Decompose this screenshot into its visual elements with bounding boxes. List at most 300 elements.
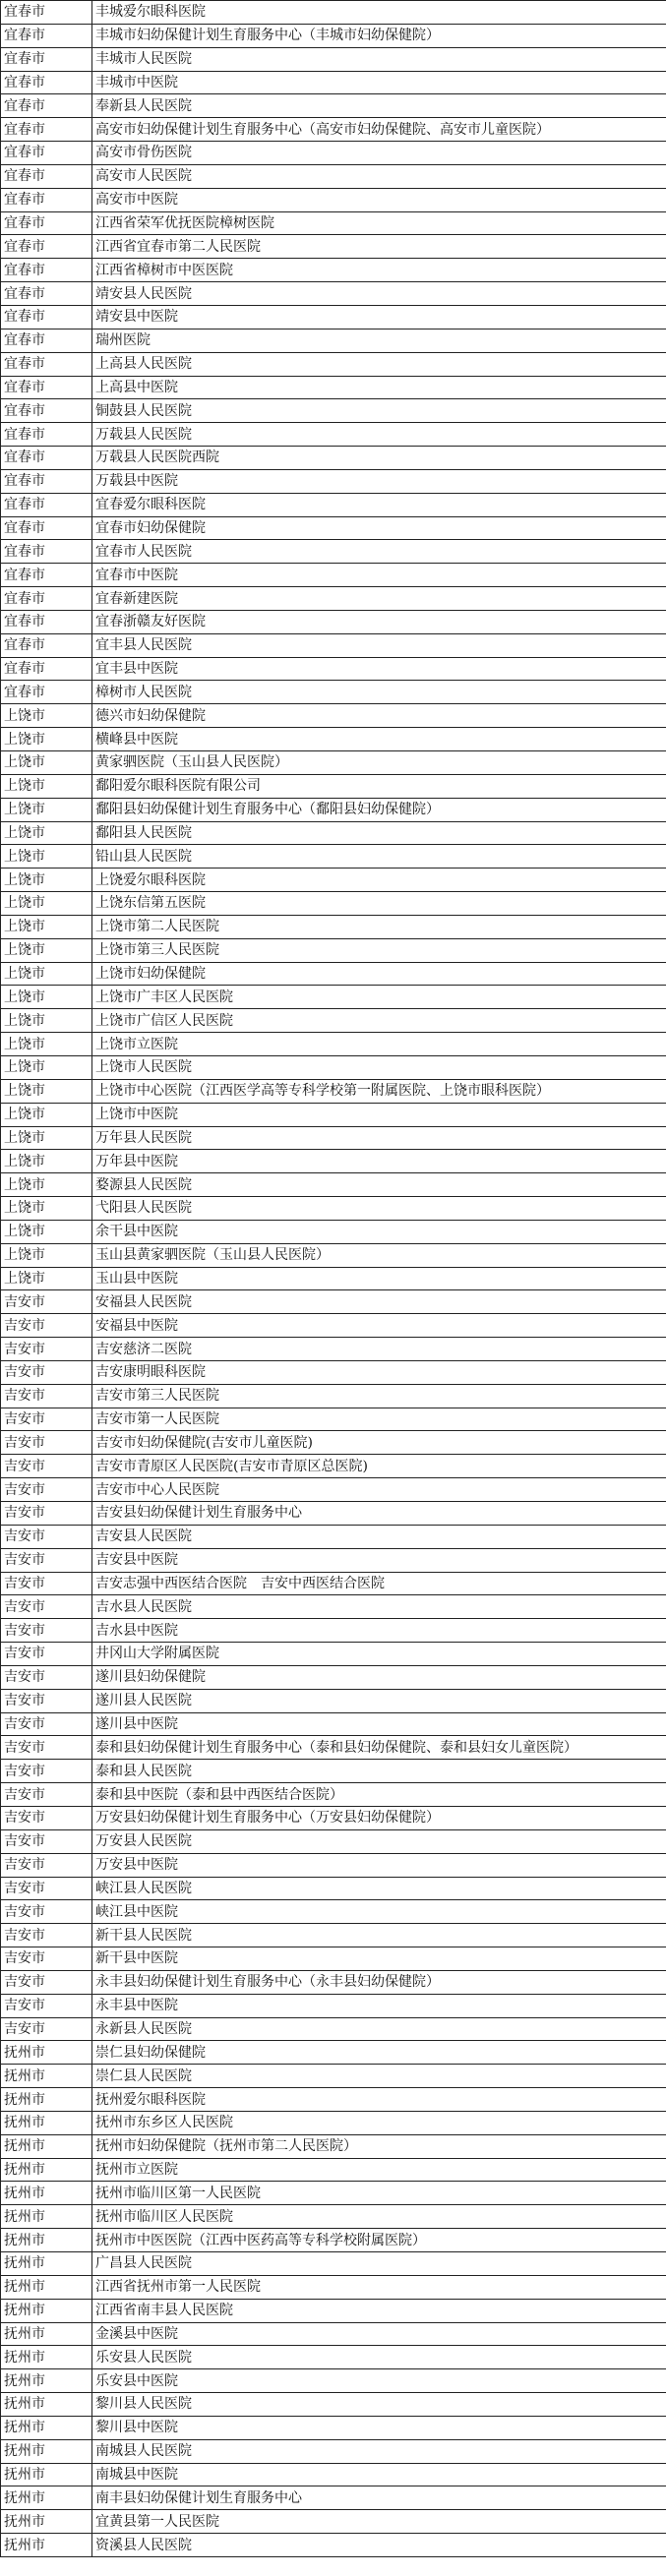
- table-row: [1, 2322, 666, 2346]
- city-cell: 上饶市: [1, 798, 92, 821]
- hospital-cell: 永新县人民医院: [92, 2017, 666, 2041]
- city-cell: 抚州市: [1, 2229, 92, 2252]
- hospital-cell: 吉安志强中西医结合医院 吉安中西医结合医院: [92, 1572, 666, 1595]
- city-cell: 抚州市: [1, 2299, 92, 2322]
- city-cell: 吉安市: [1, 1314, 92, 1338]
- table-row: [1, 1712, 666, 1736]
- hospital-cell: 宜丰县中医院: [92, 657, 666, 681]
- city-cell: 抚州市: [1, 2510, 92, 2534]
- city-cell: 上饶市: [1, 821, 92, 845]
- table-row: [1, 1665, 666, 1689]
- hospital-cell: 玉山县中医院: [92, 1267, 666, 1290]
- city-cell: 抚州市: [1, 2088, 92, 2112]
- city-cell: 上饶市: [1, 915, 92, 938]
- city-cell: 吉安市: [1, 1783, 92, 1807]
- hospital-cell: 吉安市第三人民医院: [92, 1384, 666, 1408]
- city-cell: 吉安市: [1, 1548, 92, 1572]
- table-row: [1, 2393, 666, 2417]
- hospital-cell: 江西省荣军优抚医院樟树医院: [92, 211, 666, 235]
- hospital-cell: 宜春浙赣友好医院: [92, 610, 666, 633]
- table-row: [1, 1572, 666, 1595]
- table-row: [1, 516, 666, 540]
- city-cell: 抚州市: [1, 2134, 92, 2158]
- city-cell: 上饶市: [1, 938, 92, 962]
- table-row: [1, 938, 666, 962]
- hospital-cell: 奉新县人民医院: [92, 94, 666, 118]
- table-row: [1, 2111, 666, 2134]
- table-row: [1, 2134, 666, 2158]
- table-row: [1, 1548, 666, 1572]
- table-row: [1, 2486, 666, 2510]
- table-row: [1, 447, 666, 470]
- hospital-cell: 宜春市妇幼保健院: [92, 516, 666, 540]
- hospital-cell: 上饶市中医院: [92, 1103, 666, 1126]
- hospital-cell: 万载县人民医院: [92, 423, 666, 447]
- table-row: [1, 1126, 666, 1150]
- table-row: [1, 1525, 666, 1548]
- hospital-cell: 吉水县人民医院: [92, 1595, 666, 1619]
- hospital-cell: 江西省樟树市中医医院: [92, 259, 666, 282]
- hospital-cell: 泰和县中医院（泰和县中西医结合医院）: [92, 1783, 666, 1807]
- city-cell: 抚州市: [1, 2346, 92, 2369]
- table-row: [1, 1478, 666, 1502]
- table-row: [1, 1924, 666, 1947]
- city-cell: 宜春市: [1, 352, 92, 376]
- table-row: [1, 423, 666, 447]
- hospital-cell: 宜春市人民医院: [92, 540, 666, 564]
- hospital-cell: 丰城市中医院: [92, 71, 666, 94]
- city-cell: 宜春市: [1, 329, 92, 352]
- table-row: [1, 1384, 666, 1408]
- table-row: [1, 2275, 666, 2299]
- city-cell: 吉安市: [1, 1712, 92, 1736]
- table-row: [1, 2205, 666, 2229]
- table-body: [1, 1, 666, 2557]
- city-cell: 宜春市: [1, 47, 92, 71]
- table-row: [1, 1408, 666, 1431]
- city-cell: 吉安市: [1, 1478, 92, 1502]
- table-row: [1, 1595, 666, 1619]
- hospital-cell: 新干县人民医院: [92, 1924, 666, 1947]
- city-cell: 宜春市: [1, 305, 92, 329]
- table-row: [1, 2252, 666, 2276]
- hospital-cell: 上饶爱尔眼科医院: [92, 869, 666, 892]
- city-cell: 宜春市: [1, 376, 92, 399]
- table-row: [1, 915, 666, 938]
- city-cell: 宜春市: [1, 94, 92, 118]
- city-cell: 吉安市: [1, 1877, 92, 1900]
- hospital-cell: 万安县中医院: [92, 1853, 666, 1877]
- hospital-cell: 南城县人民医院: [92, 2439, 666, 2463]
- city-cell: 抚州市: [1, 2439, 92, 2463]
- table-row: [1, 2346, 666, 2369]
- hospital-cell: 崇仁县妇幼保健院: [92, 2041, 666, 2065]
- hospital-cell: 上饶东信第五医院: [92, 892, 666, 916]
- city-cell: 上饶市: [1, 774, 92, 798]
- city-cell: 吉安市: [1, 1525, 92, 1548]
- city-cell: 宜春市: [1, 423, 92, 447]
- table-row: [1, 1455, 666, 1478]
- hospital-cell: 鄱阳县妇幼保健计划生育服务中心（鄱阳县妇幼保健院）: [92, 798, 666, 821]
- table-row: [1, 892, 666, 916]
- table-row: [1, 2158, 666, 2182]
- city-cell: 吉安市: [1, 1619, 92, 1643]
- hospital-cell: 上饶市第三人民医院: [92, 938, 666, 962]
- table-row: [1, 1970, 666, 1994]
- city-cell: 吉安市: [1, 1970, 92, 1994]
- city-cell: 上饶市: [1, 704, 92, 728]
- city-cell: 吉安市: [1, 1360, 92, 1384]
- table-row: [1, 728, 666, 751]
- city-cell: 宜春市: [1, 540, 92, 564]
- hospital-cell: 吉安县中医院: [92, 1548, 666, 1572]
- city-cell: 抚州市: [1, 2041, 92, 2065]
- city-cell: 吉安市: [1, 1829, 92, 1853]
- city-cell: 吉安市: [1, 1290, 92, 1314]
- hospital-cell: 泰和县妇幼保健计划生育服务中心（泰和县妇幼保健院、泰和县妇女儿童医院）: [92, 1736, 666, 1760]
- table-row: [1, 657, 666, 681]
- city-cell: 宜春市: [1, 164, 92, 188]
- city-cell: 宜春市: [1, 633, 92, 657]
- city-cell: 上饶市: [1, 1009, 92, 1033]
- table-row: [1, 24, 666, 47]
- hospital-cell: 安福县中医院: [92, 1314, 666, 1338]
- hospital-cell: 乐安县人民医院: [92, 2346, 666, 2369]
- city-cell: 宜春市: [1, 188, 92, 211]
- hospital-cell: 高安市妇幼保健计划生育服务中心（高安市妇幼保健院、高安市儿童医院）: [92, 118, 666, 142]
- hospital-cell: 靖安县中医院: [92, 305, 666, 329]
- city-cell: 宜春市: [1, 71, 92, 94]
- city-cell: 宜春市: [1, 610, 92, 633]
- hospital-cell: 高安市骨伤医院: [92, 142, 666, 165]
- city-cell: 抚州市: [1, 2252, 92, 2276]
- city-cell: 吉安市: [1, 1806, 92, 1829]
- hospital-cell: 高安市中医院: [92, 188, 666, 211]
- table-row: [1, 704, 666, 728]
- city-cell: 吉安市: [1, 1736, 92, 1760]
- city-cell: 抚州市: [1, 2275, 92, 2299]
- hospital-cell: 万年县人民医院: [92, 1126, 666, 1150]
- city-cell: 上饶市: [1, 986, 92, 1009]
- table-row: [1, 1267, 666, 1290]
- city-cell: 抚州市: [1, 2534, 92, 2557]
- hospital-cell: 抚州爱尔眼科医院: [92, 2088, 666, 2112]
- city-cell: 宜春市: [1, 118, 92, 142]
- hospital-cell: 上饶市立医院: [92, 1033, 666, 1056]
- table-row: [1, 1502, 666, 1526]
- table-row: [1, 1009, 666, 1033]
- hospital-cell: 吉安市中心人民医院: [92, 1478, 666, 1502]
- city-cell: 宜春市: [1, 681, 92, 704]
- table-row: [1, 1431, 666, 1455]
- hospital-cell: 德兴市妇幼保健院: [92, 704, 666, 728]
- hospital-cell: 吉安县妇幼保健计划生育服务中心: [92, 1502, 666, 1526]
- hospital-cell: 抚州市临川区第一人民医院: [92, 2182, 666, 2205]
- hospital-cell: 高安市人民医院: [92, 164, 666, 188]
- hospital-cell: 鄱阳爱尔眼科医院有限公司: [92, 774, 666, 798]
- hospital-cell: 安福县人民医院: [92, 1290, 666, 1314]
- city-cell: 吉安市: [1, 1689, 92, 1712]
- city-cell: 上饶市: [1, 1055, 92, 1079]
- table-row: [1, 235, 666, 259]
- table-row: [1, 1150, 666, 1173]
- table-row: [1, 821, 666, 845]
- hospital-cell: 婺源县人民医院: [92, 1173, 666, 1197]
- hospital-cell: 宜黄县第一人民医院: [92, 2510, 666, 2534]
- city-cell: 抚州市: [1, 2416, 92, 2439]
- city-cell: 吉安市: [1, 1572, 92, 1595]
- table-row: [1, 1947, 666, 1971]
- city-cell: 吉安市: [1, 1338, 92, 1361]
- table-row: [1, 142, 666, 165]
- hospital-cell: 万载县中医院: [92, 469, 666, 493]
- city-cell: 上饶市: [1, 1197, 92, 1221]
- table-row: [1, 1829, 666, 1853]
- city-cell: 抚州市: [1, 2486, 92, 2510]
- hospital-cell: 吉安市妇幼保健院(吉安市儿童医院): [92, 1431, 666, 1455]
- hospital-cell: 宜春市中医院: [92, 564, 666, 587]
- table-row: [1, 962, 666, 986]
- hospital-cell: 黎川县人民医院: [92, 2393, 666, 2417]
- hospital-cell: 江西省宜春市第二人民医院: [92, 235, 666, 259]
- hospital-cell: 新干县中医院: [92, 1947, 666, 1971]
- hospital-cell: 横峰县中医院: [92, 728, 666, 751]
- city-cell: 宜春市: [1, 211, 92, 235]
- table-row: [1, 2017, 666, 2041]
- city-cell: 宜春市: [1, 657, 92, 681]
- hospital-cell: 铜鼓县人民医院: [92, 399, 666, 423]
- hospital-cell: 瑞州医院: [92, 329, 666, 352]
- table-row: [1, 71, 666, 94]
- city-cell: 吉安市: [1, 1408, 92, 1431]
- hospital-cell: 万安县人民医院: [92, 1829, 666, 1853]
- city-cell: 抚州市: [1, 2369, 92, 2393]
- hospital-cell: 吉水县中医院: [92, 1619, 666, 1643]
- hospital-cell: 崇仁县人民医院: [92, 2065, 666, 2088]
- hospital-cell: 万安县妇幼保健计划生育服务中心（万安县妇幼保健院）: [92, 1806, 666, 1829]
- table-row: [1, 1243, 666, 1267]
- hospital-cell: 宜丰县人民医院: [92, 633, 666, 657]
- table-row: [1, 1033, 666, 1056]
- hospital-cell: 上饶市中心医院（江西医学高等专科学校第一附属医院、上饶市眼科医院）: [92, 1079, 666, 1103]
- table-row: [1, 1760, 666, 1783]
- hospital-cell: 丰城市人民医院: [92, 47, 666, 71]
- hospital-cell: 宜春爱尔眼科医院: [92, 493, 666, 516]
- city-cell: 吉安市: [1, 1924, 92, 1947]
- hospital-cell: 万年县中医院: [92, 1150, 666, 1173]
- city-cell: 吉安市: [1, 1455, 92, 1478]
- table-row: [1, 2299, 666, 2322]
- table-row: [1, 188, 666, 211]
- city-cell: 吉安市: [1, 1994, 92, 2017]
- hospital-cell: 上饶市广丰区人民医院: [92, 986, 666, 1009]
- hospital-cell: 靖安县人民医院: [92, 282, 666, 306]
- city-cell: 吉安市: [1, 1853, 92, 1877]
- table-row: [1, 1783, 666, 1807]
- table-row: [1, 2510, 666, 2534]
- table-row: [1, 211, 666, 235]
- city-cell: 上饶市: [1, 1126, 92, 1150]
- table-row: [1, 94, 666, 118]
- hospital-cell: 江西省抚州市第一人民医院: [92, 2275, 666, 2299]
- hospital-cell: 永丰县妇幼保健计划生育服务中心（永丰县妇幼保健院）: [92, 1970, 666, 1994]
- city-cell: 上饶市: [1, 1079, 92, 1103]
- city-cell: 上饶市: [1, 1243, 92, 1267]
- hospital-cell: 余干县中医院: [92, 1220, 666, 1243]
- hospital-cell: 上饶市人民医院: [92, 1055, 666, 1079]
- city-cell: 上饶市: [1, 1033, 92, 1056]
- table-row: [1, 2182, 666, 2205]
- city-cell: 宜春市: [1, 282, 92, 306]
- hospital-cell: 丰城爱尔眼科医院: [92, 1, 666, 25]
- table-row: [1, 1900, 666, 1924]
- table-row: [1, 118, 666, 142]
- table-row: [1, 2229, 666, 2252]
- city-cell: 吉安市: [1, 1643, 92, 1666]
- hospital-cell: 万载县人民医院西院: [92, 447, 666, 470]
- table-row: [1, 1619, 666, 1643]
- table-row: [1, 1197, 666, 1221]
- table-row: [1, 869, 666, 892]
- table-row: [1, 1360, 666, 1384]
- hospital-cell: 玉山县黄家驷医院（玉山县人民医院）: [92, 1243, 666, 1267]
- hospital-cell: 吉安市第一人民医院: [92, 1408, 666, 1431]
- city-cell: 上饶市: [1, 1267, 92, 1290]
- hospital-cell: 丰城市妇幼保健计划生育服务中心（丰城市妇幼保健院）: [92, 24, 666, 47]
- table-row: [1, 1643, 666, 1666]
- hospital-cell: 抚州市妇幼保健院（抚州市第二人民医院）: [92, 2134, 666, 2158]
- hospital-cell: 上高县中医院: [92, 376, 666, 399]
- table-row: [1, 282, 666, 306]
- table-row: [1, 2534, 666, 2557]
- city-cell: 上饶市: [1, 1150, 92, 1173]
- hospital-cell: 宜春新建医院: [92, 587, 666, 611]
- hospital-cell: 井冈山大学附属医院: [92, 1643, 666, 1666]
- city-cell: 宜春市: [1, 1, 92, 25]
- hospital-cell: 上饶市妇幼保健院: [92, 962, 666, 986]
- table-row: [1, 2463, 666, 2486]
- table-row: [1, 352, 666, 376]
- table-row: [1, 2065, 666, 2088]
- city-cell: 抚州市: [1, 2393, 92, 2417]
- city-cell: 上饶市: [1, 1220, 92, 1243]
- table-row: [1, 798, 666, 821]
- city-cell: 吉安市: [1, 1384, 92, 1408]
- city-cell: 宜春市: [1, 516, 92, 540]
- hospital-cell: 广昌县人民医院: [92, 2252, 666, 2276]
- table-row: [1, 329, 666, 352]
- table-row: [1, 1853, 666, 1877]
- table-row: [1, 2416, 666, 2439]
- city-cell: 抚州市: [1, 2322, 92, 2346]
- hospital-cell: 南城县中医院: [92, 2463, 666, 2486]
- city-cell: 宜春市: [1, 469, 92, 493]
- table-row: [1, 751, 666, 775]
- city-cell: 吉安市: [1, 1760, 92, 1783]
- hospital-cell: 泰和县人民医院: [92, 1760, 666, 1783]
- city-cell: 吉安市: [1, 1947, 92, 1971]
- table-row: [1, 259, 666, 282]
- city-cell: 上饶市: [1, 1173, 92, 1197]
- table-row: [1, 2041, 666, 2065]
- hospital-cell: 樟树市人民医院: [92, 681, 666, 704]
- city-cell: 上饶市: [1, 869, 92, 892]
- table-row: [1, 1173, 666, 1197]
- table-row: [1, 2439, 666, 2463]
- hospital-cell: 黄家驷医院（玉山县人民医院）: [92, 751, 666, 775]
- hospital-cell: 吉安慈济二医院: [92, 1338, 666, 1361]
- table-row: [1, 305, 666, 329]
- city-cell: 吉安市: [1, 1595, 92, 1619]
- table-row: [1, 493, 666, 516]
- table-row: [1, 469, 666, 493]
- table-row: [1, 1806, 666, 1829]
- table-row: [1, 1103, 666, 1126]
- table-row: [1, 1338, 666, 1361]
- hospital-cell: 金溪县中医院: [92, 2322, 666, 2346]
- city-cell: 宜春市: [1, 142, 92, 165]
- city-cell: 吉安市: [1, 1900, 92, 1924]
- table-row: [1, 1689, 666, 1712]
- hospital-cell: 遂川县妇幼保健院: [92, 1665, 666, 1689]
- hospital-cell: 抚州市东乡区人民医院: [92, 2111, 666, 2134]
- table-row: [1, 1, 666, 25]
- city-cell: 宜春市: [1, 493, 92, 516]
- hospital-cell: 抚州市临川区人民医院: [92, 2205, 666, 2229]
- table-row: [1, 587, 666, 611]
- city-cell: 宜春市: [1, 587, 92, 611]
- table-row: [1, 47, 666, 71]
- hospital-cell: 遂川县人民医院: [92, 1689, 666, 1712]
- city-cell: 吉安市: [1, 1665, 92, 1689]
- city-cell: 抚州市: [1, 2158, 92, 2182]
- hospital-cell: 遂川县中医院: [92, 1712, 666, 1736]
- city-cell: 抚州市: [1, 2463, 92, 2486]
- city-cell: 宜春市: [1, 564, 92, 587]
- hospital-cell: 资溪县人民医院: [92, 2534, 666, 2557]
- table-row: [1, 845, 666, 869]
- table-row: [1, 681, 666, 704]
- table-row: [1, 1877, 666, 1900]
- hospital-cell: 抚州市中医医院（江西中医药高等专科学校附属医院）: [92, 2229, 666, 2252]
- hospital-cell: 上饶市广信区人民医院: [92, 1009, 666, 1033]
- hospital-cell: 南丰县妇幼保健计划生育服务中心: [92, 2486, 666, 2510]
- city-cell: 抚州市: [1, 2111, 92, 2134]
- city-cell: 吉安市: [1, 2017, 92, 2041]
- city-cell: 上饶市: [1, 751, 92, 775]
- hospital-cell: 上饶市第二人民医院: [92, 915, 666, 938]
- hospital-cell: 江西省南丰县人民医院: [92, 2299, 666, 2322]
- hospital-cell: 黎川县中医院: [92, 2416, 666, 2439]
- table-row: [1, 164, 666, 188]
- table-row: [1, 2369, 666, 2393]
- city-cell: 抚州市: [1, 2065, 92, 2088]
- hospital-cell: 上高县人民医院: [92, 352, 666, 376]
- city-cell: 上饶市: [1, 892, 92, 916]
- city-cell: 上饶市: [1, 1103, 92, 1126]
- table-row: [1, 1079, 666, 1103]
- table-row: [1, 1994, 666, 2017]
- table-row: [1, 610, 666, 633]
- table-row: [1, 774, 666, 798]
- hospital-cell: 永丰县中医院: [92, 1994, 666, 2017]
- city-cell: 宜春市: [1, 399, 92, 423]
- city-cell: 宜春市: [1, 24, 92, 47]
- table-row: [1, 2088, 666, 2112]
- hospital-cell: 乐安县中医院: [92, 2369, 666, 2393]
- city-cell: 宜春市: [1, 259, 92, 282]
- city-cell: 上饶市: [1, 728, 92, 751]
